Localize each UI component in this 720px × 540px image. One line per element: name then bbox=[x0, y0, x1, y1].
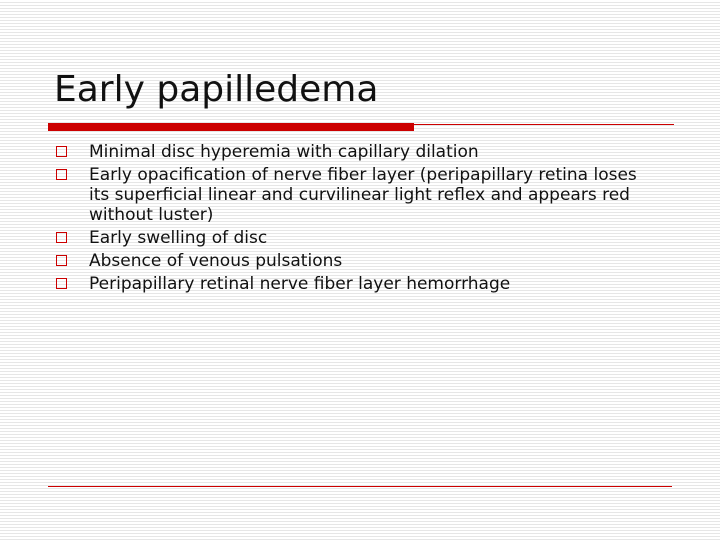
bullet-list bbox=[54, 142, 654, 297]
bullet-text: Absence of venous pulsations bbox=[89, 251, 343, 271]
slide-title: Early papilledema bbox=[54, 69, 379, 110]
hollow-square-icon bbox=[56, 169, 67, 180]
bullet-text: Early swelling of disc bbox=[89, 228, 268, 248]
hollow-square-icon bbox=[56, 255, 67, 266]
bullet-item bbox=[54, 142, 654, 162]
hollow-square-icon bbox=[56, 146, 67, 157]
hollow-square-icon bbox=[56, 278, 67, 289]
bullet-item bbox=[54, 228, 654, 248]
bullet-text: Peripapillary retinal nerve fiber layer hemorrhage bbox=[89, 274, 511, 294]
hollow-square-icon bbox=[56, 232, 67, 243]
title-underline-thin bbox=[414, 124, 674, 125]
bullet-text: Early opacification of nerve fiber layer (peripapillary retina loses its superficial linear and curvilinear light reflex and appears red without luster) bbox=[89, 165, 637, 225]
bullet-item bbox=[54, 274, 654, 294]
title-underline-thick bbox=[48, 123, 414, 131]
footer-divider bbox=[48, 486, 672, 487]
bullet-item bbox=[54, 251, 654, 271]
bullet-text: Minimal disc hyperemia with capillary dilation bbox=[89, 142, 479, 162]
bullet-item bbox=[54, 165, 654, 225]
